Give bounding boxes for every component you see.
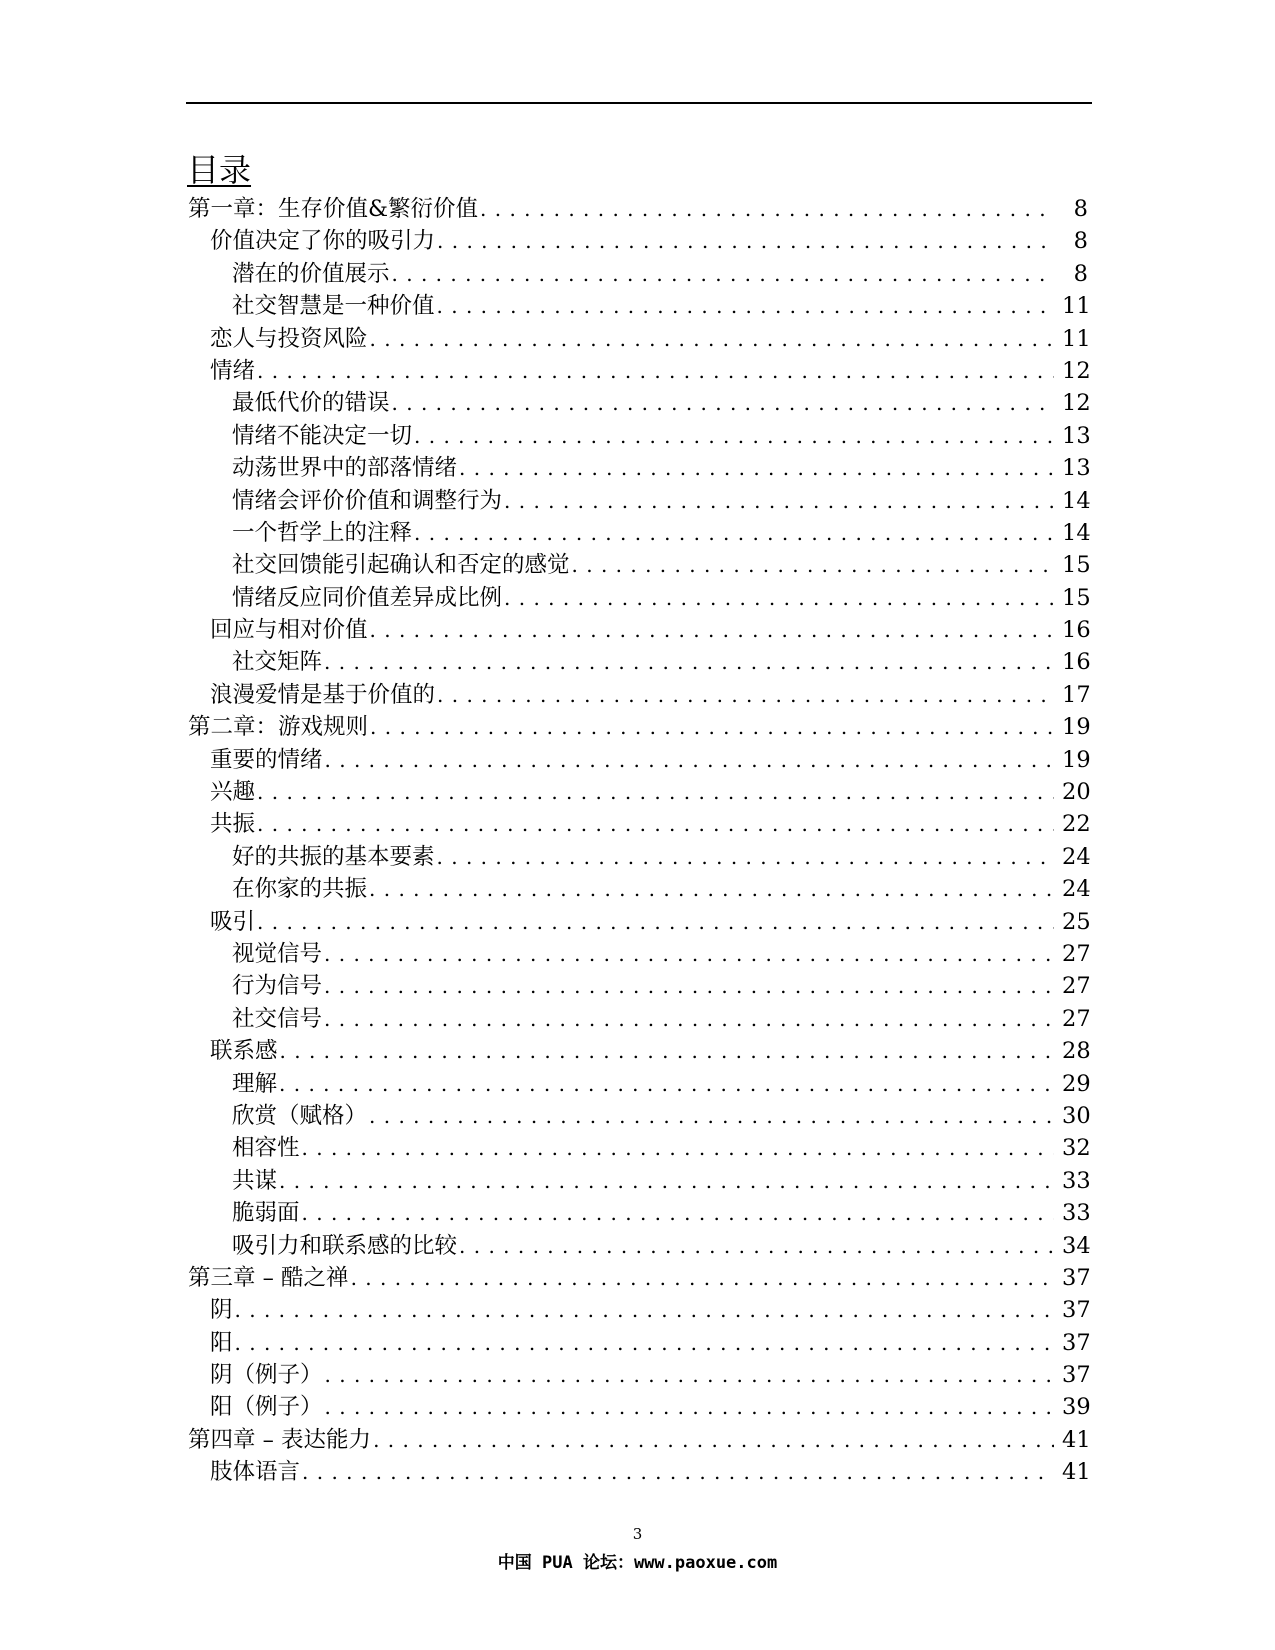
toc-entry-page: 11 [1062, 325, 1091, 352]
dot-leader [370, 711, 1054, 743]
dot-leader [325, 1391, 1054, 1423]
toc-entry-page: 32 [1062, 1135, 1091, 1162]
toc-entry-title: 相容性 [232, 1135, 300, 1162]
dot-leader [392, 387, 1054, 419]
toc-entry-page: 41 [1062, 1426, 1091, 1453]
toc-entry-title: 潜在的价值展示 [232, 260, 390, 287]
toc-entry[interactable] [188, 776, 1091, 808]
toc-entry[interactable] [188, 1132, 1091, 1164]
dot-leader [324, 970, 1054, 1002]
dot-leader [302, 1132, 1054, 1164]
toc-entry-title: 情绪 [210, 357, 256, 384]
dot-leader [257, 355, 1054, 387]
toc-entry[interactable] [188, 517, 1091, 549]
toc-entry-title: 在你家的共振 [232, 876, 368, 903]
toc-entry-page: 8 [1073, 260, 1088, 287]
toc-entry[interactable] [188, 646, 1091, 678]
toc-entry[interactable] [188, 582, 1091, 614]
toc-entry-page: 15 [1062, 552, 1091, 579]
toc-entry-title: 回应与相对价值 [210, 617, 368, 644]
toc-entry[interactable] [188, 452, 1091, 484]
dot-leader [369, 873, 1054, 905]
toc-entry-title: 肢体语言 [210, 1459, 301, 1486]
toc-entry-page: 14 [1062, 487, 1091, 514]
toc-entry[interactable] [188, 1165, 1091, 1197]
dot-leader [257, 776, 1054, 808]
toc-entry[interactable] [188, 549, 1091, 581]
dot-leader [302, 1456, 1054, 1488]
toc-entry-page: 37 [1062, 1264, 1091, 1291]
toc-entry-page: 16 [1062, 649, 1091, 676]
toc-entry[interactable] [188, 485, 1091, 517]
dot-leader [351, 1262, 1054, 1294]
toc-entry-title: 第四章 – 表达能力 [188, 1426, 372, 1453]
header-rule [186, 102, 1092, 104]
toc-entry-title: 阴 [210, 1297, 233, 1324]
toc-entry[interactable] [188, 906, 1091, 938]
toc-entry-page: 12 [1062, 390, 1091, 417]
dot-leader [257, 808, 1054, 840]
dot-leader [373, 1424, 1054, 1456]
toc-entry-title: 浪漫爱情是基于价值的 [210, 681, 436, 708]
dot-leader [437, 225, 1054, 257]
toc-entry-page: 27 [1062, 1005, 1091, 1032]
toc-entry-page: 39 [1062, 1394, 1091, 1421]
dot-leader [504, 582, 1054, 614]
toc-entry-page: 13 [1062, 455, 1091, 482]
toc-entry-page: 19 [1062, 746, 1091, 773]
toc-entry-title: 阴（例子） [210, 1362, 323, 1389]
toc-entry-title: 一个哲学上的注释 [232, 519, 413, 546]
toc-entry-title: 吸引 [210, 908, 256, 935]
toc-entry-title: 共谋 [232, 1167, 278, 1194]
dot-leader [325, 1359, 1054, 1391]
toc-entry-page: 33 [1062, 1200, 1091, 1227]
toc-entry-page: 37 [1062, 1329, 1091, 1356]
toc-entry-page: 25 [1062, 908, 1091, 935]
toc-entry-title: 行为信号 [232, 973, 323, 1000]
toc-entry[interactable] [188, 679, 1091, 711]
toc-entry[interactable] [188, 1424, 1091, 1456]
toc-entry[interactable] [188, 387, 1091, 419]
toc-entry-page: 37 [1062, 1297, 1091, 1324]
toc-entry-title: 社交矩阵 [232, 649, 323, 676]
dot-leader [459, 1230, 1054, 1262]
toc-entry-page: 30 [1062, 1102, 1091, 1129]
toc-entry-page: 24 [1062, 843, 1091, 870]
toc-entry-title: 社交信号 [232, 1005, 323, 1032]
dot-leader [279, 1165, 1054, 1197]
dot-leader [572, 549, 1054, 581]
toc-entry[interactable] [188, 1262, 1091, 1294]
dot-leader [480, 193, 1054, 225]
toc-entry-title: 重要的情绪 [210, 746, 323, 773]
toc-entry[interactable] [188, 1068, 1091, 1100]
dot-leader [324, 938, 1054, 970]
dot-leader [459, 452, 1054, 484]
toc-heading: 目录 [187, 151, 252, 189]
toc-entry-page: 15 [1062, 584, 1091, 611]
dot-leader [392, 258, 1054, 290]
dot-leader [370, 614, 1054, 646]
toc-entry[interactable] [188, 1197, 1091, 1229]
toc-entry-page: 33 [1062, 1167, 1091, 1194]
toc-entry[interactable] [188, 808, 1091, 840]
dot-leader [325, 744, 1054, 776]
toc-entry-page: 13 [1062, 422, 1091, 449]
toc-entry-title: 吸引力和联系感的比较 [232, 1232, 458, 1259]
toc-entry-title: 动荡世界中的部落情绪 [232, 455, 458, 482]
toc-entry[interactable] [188, 1003, 1091, 1035]
toc-entry-title: 情绪会评价价值和调整行为 [232, 487, 503, 514]
toc-entry-page: 24 [1062, 876, 1091, 903]
toc-entry[interactable] [188, 420, 1091, 452]
toc-entry-title: 理解 [232, 1070, 278, 1097]
dot-leader [437, 841, 1054, 873]
toc-entry-title: 情绪不能决定一切 [232, 422, 413, 449]
toc-entry-page: 22 [1062, 811, 1091, 838]
toc-entry-title: 社交智慧是一种价值 [232, 293, 435, 320]
toc-entry[interactable] [188, 711, 1091, 743]
dot-leader [235, 1294, 1054, 1326]
dot-leader [324, 646, 1054, 678]
toc-entry-title: 第一章：生存价值&繁衍价值 [188, 196, 479, 222]
toc-entry[interactable] [188, 1391, 1091, 1423]
dot-leader [279, 1068, 1054, 1100]
toc-entry[interactable] [188, 970, 1091, 1002]
toc-entry-title: 第二章：游戏规则 [188, 714, 369, 741]
dot-leader [504, 485, 1054, 517]
toc-entry-page: 28 [1062, 1038, 1091, 1065]
toc-entry-title: 欣赏（赋格） [232, 1102, 368, 1129]
toc-entry-page: 19 [1062, 714, 1091, 741]
toc-entry-title: 情绪反应同价值差异成比例 [232, 584, 503, 611]
toc-entry[interactable] [188, 841, 1091, 873]
page-number: 3 [632, 1525, 643, 1543]
toc-entry-title: 兴趣 [210, 779, 256, 806]
toc-entry-title: 联系感 [210, 1038, 278, 1065]
toc-entry[interactable] [188, 290, 1091, 322]
toc-entry[interactable] [188, 258, 1088, 290]
toc-entry-title: 脆弱面 [232, 1200, 300, 1227]
toc-entry-title: 社交回馈能引起确认和否定的感觉 [232, 552, 570, 579]
dot-leader [280, 1035, 1054, 1067]
toc-entry-page: 37 [1062, 1362, 1091, 1389]
toc-entry-page: 20 [1062, 779, 1091, 806]
toc-entry-page: 34 [1062, 1232, 1091, 1259]
toc-entry[interactable] [188, 355, 1091, 387]
toc-entry-title: 好的共振的基本要素 [232, 843, 435, 870]
toc-entry-title: 视觉信号 [232, 940, 323, 967]
toc-entry[interactable] [188, 1327, 1091, 1359]
table-of-contents [188, 193, 1091, 1489]
toc-entry[interactable] [188, 1359, 1091, 1391]
toc-entry-page: 16 [1062, 617, 1091, 644]
toc-entry-page: 27 [1062, 940, 1091, 967]
dot-leader [437, 290, 1054, 322]
toc-entry[interactable] [188, 323, 1091, 355]
dot-leader [414, 420, 1054, 452]
toc-entry-page: 41 [1062, 1459, 1091, 1486]
toc-entry[interactable] [188, 1294, 1091, 1326]
dot-leader [257, 906, 1054, 938]
toc-entry[interactable] [188, 614, 1091, 646]
toc-entry[interactable] [188, 873, 1091, 905]
toc-entry-title: 价值决定了你的吸引力 [210, 228, 436, 255]
toc-entry-page: 29 [1062, 1070, 1091, 1097]
toc-entry-page: 12 [1062, 357, 1091, 384]
dot-leader [414, 517, 1054, 549]
toc-entry-title: 共振 [210, 811, 256, 838]
toc-entry-page: 17 [1062, 681, 1091, 708]
toc-entry[interactable] [188, 1035, 1091, 1067]
toc-entry[interactable] [188, 1100, 1091, 1132]
dot-leader [235, 1327, 1054, 1359]
footer-website: 中国 PUA 论坛：www.paoxue.com [497, 1553, 778, 1573]
dot-leader [324, 1003, 1054, 1035]
toc-entry[interactable] [188, 1456, 1091, 1488]
dot-leader [302, 1197, 1054, 1229]
toc-entry-page: 8 [1073, 196, 1088, 222]
toc-entry-page: 14 [1062, 519, 1091, 546]
toc-entry-page: 11 [1062, 293, 1091, 320]
toc-entry[interactable] [188, 938, 1091, 970]
toc-entry[interactable] [188, 193, 1088, 225]
toc-entry[interactable] [188, 225, 1088, 257]
toc-entry-page: 27 [1062, 973, 1091, 1000]
toc-entry-title: 最低代价的错误 [232, 390, 390, 417]
dot-leader [369, 1100, 1054, 1132]
dot-leader [370, 323, 1054, 355]
toc-entry[interactable] [188, 744, 1091, 776]
dot-leader [437, 679, 1054, 711]
toc-entry-title: 阳 [210, 1329, 233, 1356]
toc-entry-page: 8 [1073, 228, 1088, 255]
toc-entry-title: 恋人与投资风险 [210, 325, 368, 352]
toc-entry-title: 阳（例子） [210, 1394, 323, 1421]
toc-entry[interactable] [188, 1230, 1091, 1262]
toc-entry-title: 第三章 – 酷之禅 [188, 1264, 349, 1291]
